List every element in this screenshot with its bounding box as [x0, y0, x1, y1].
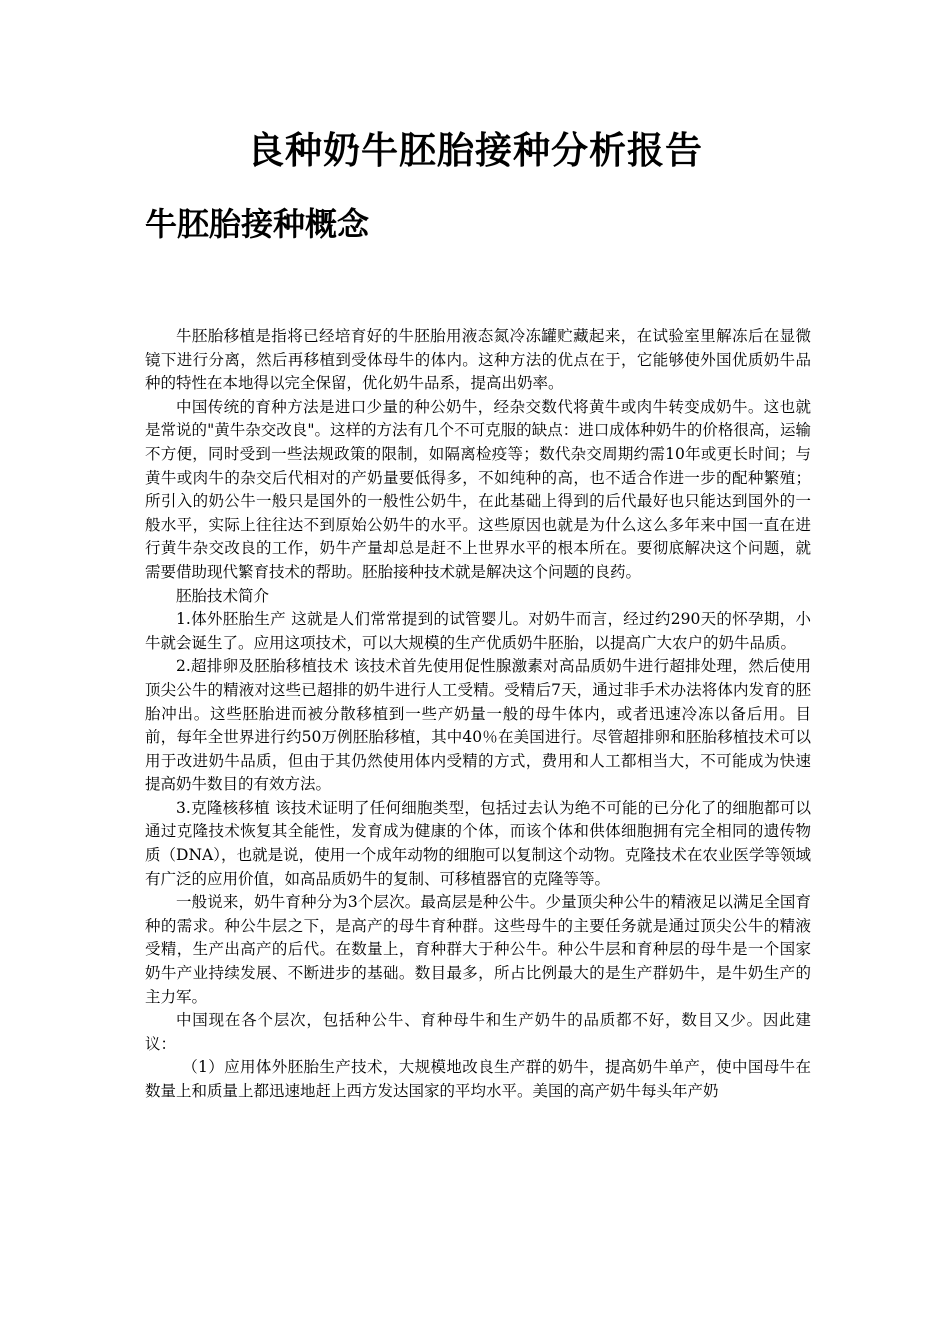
paragraph-embryo-transfer-definition: 牛胚胎移植是指将已经培育好的牛胚胎用液态氮冷冻罐贮藏起来，在试验室里解冻后在显微镜下进行分离，然后再移植到受体母牛的体内。这种方法的优点在于，它能够使外国优质奶牛品种的特性在本地得以完全保留，优化奶牛品系，提高出奶率。 [145, 327, 811, 393]
paragraph-ivf-production: 1.体外胚胎生产 这就是人们常常提到的试管婴儿。对奶牛而言，经过约290天的怀孕期，小牛就会诞生了。应用这项技术，可以大规模的生产优质奶牛胚胎，以提高广大农户的奶牛品质。 [145, 610, 811, 652]
paragraph-cloning: 3.克隆核移植 该技术证明了任何细胞类型，包括过去认为绝不可能的已分化了的细胞都可以通过克隆技术恢复其全能性，发育成为健康的个体，而该个体和供体细胞拥有完全相同的遗传物质（DNA），也就是说，使用一个成年动物的细胞可以复制这个动物。克隆技术在农业医学等领域有广泛的应用价值，如高品质奶牛的复制、可移植器官的克隆等等。 [145, 798, 811, 888]
paragraph-china-status: 中国现在各个层次，包括种公牛、育种母牛和生产奶牛的品质都不好，数目又少。因此建议： [145, 1011, 811, 1053]
section-heading: 牛胚胎接种概念 [145, 205, 370, 243]
document-body [145, 325, 811, 1104]
paragraph-suggestion-1: （1）应用体外胚胎生产技术，大规模地改良生产群的奶牛，提高奶牛单产，使中国母牛在数量上和质量上都迅速地赶上西方发达国家的平均水平。美国的高产奶牛每头年产奶 [145, 1058, 811, 1100]
paragraph-traditional-breeding: 中国传统的育种方法是进口少量的种公奶牛，经杂交数代将黄牛或肉牛转变成奶牛。这也就是常说的"黄牛杂交改良"。这样的方法有几个不可克服的缺点：进口成体种奶牛的价格很高，运输不方便，同时受到一些法规政策的限制，如隔离检疫等；数代杂交周期约需10年或更长时间；与黄牛或肉牛的杂交后代相对的产奶量要低得多，不如纯种的高，也不适合作进一步的配种繁殖；所引入的奶公牛一般只是国外的一般性公奶牛，在此基础上得到的后代最好也只能达到国外的一般水平，实际上往往达不到原始公奶牛的水平。这些原因也就是为什么这么多年来中国一直在进行黄牛杂交改良的工作，奶牛产量却总是赶不上世界水平的根本所在。要彻底解决这个问题，就需要借助现代繁育技术的帮助。胚胎接种技术就是解决这个问题的良药。 [145, 397, 811, 581]
paragraph-breeding-levels: 一般说来，奶牛育种分为3个层次。最高层是种公牛。少量顶尖种公牛的精液足以满足全国育种的需求。种公牛层之下，是高产的母牛育种群。这些母牛的主要任务就是通过顶尖公牛的精液受精，生产出高产的后代。在数量上，育种群大于种公牛。种公牛层和育种层的母牛是一个国家奶牛产业持续发展、不断进步的基础。数目最多，所占比例最大的是生产群奶牛，是牛奶生产的主力军。 [145, 893, 811, 1006]
document-title: 良种奶牛胚胎接种分析报告 [247, 128, 703, 172]
paragraph-superovulation: 2.超排卵及胚胎移植技术 该技术首先使用促性腺激素对高品质奶牛进行超排处理，然后使用顶尖公牛的精液对这些已超排的奶牛进行人工受精。受精后7天，通过非手术办法将体内发育的胚胎冲出。这些胚胎进而被分散移植到一些产奶量一般的母牛体内，或者迅速冷冻以备后用。目前，每年全世界进行约50万例胚胎移植，其中40％在美国进行。尽管超排卵和胚胎移植技术可以用于改进奶牛品质，但由于其仍然使用体内受精的方式，费用和人工都相当大，不可能成为快速提高奶牛数目的有效方法。 [145, 657, 811, 794]
paragraph-technology-intro-heading: 胚胎技术简介 [176, 586, 270, 605]
